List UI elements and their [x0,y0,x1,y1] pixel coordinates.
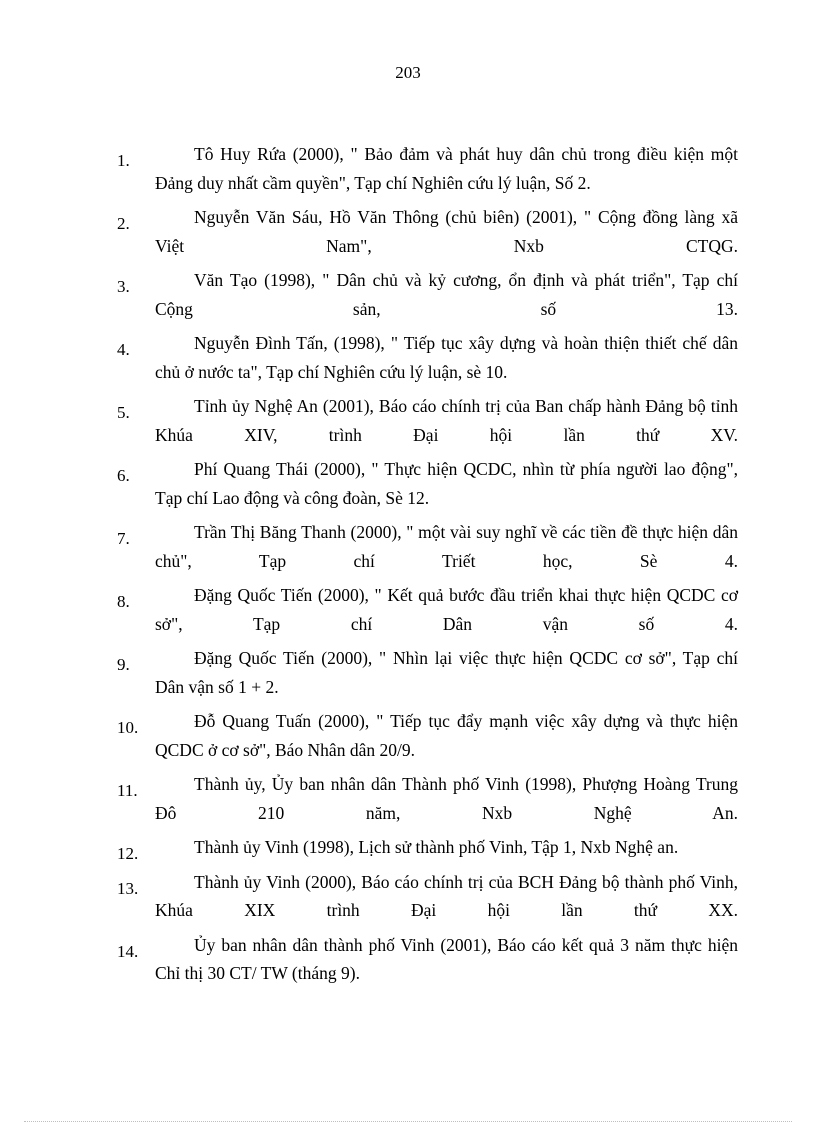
reference-item [117,833,738,862]
reference-number: 8. [117,592,130,611]
reference-text: Nguyễn Đình Tấn, (1998), " Tiếp tục xây dựng và hoàn thiện thiết chế dân chủ ở nước ta", Tạp chí Nghiên cứu lý luận, sè 10. [155,333,738,382]
reference-text: Đặng Quốc Tiến (2000), " Nhìn lại việc thực hiện QCDC cơ sở", Tạp chí Dân vận số 1 + 2. [155,648,738,697]
reference-item [117,140,738,197]
reference-number: 7. [117,529,130,548]
reference-number: 2. [117,214,130,233]
reference-number: 6. [117,466,130,485]
bottom-divider [24,1121,792,1122]
reference-text: Nguyễn Văn Sáu, Hồ Văn Thông (chủ biên) (2001), " Cộng đồng làng xã Việt Nam", Nxb CTQG. [155,207,738,256]
reference-item [117,266,738,323]
reference-text: Phí Quang Thái (2000), " Thực hiện QCDC, nhìn từ phía người lao động", Tạp chí Lao động và công đoàn, Sè 12. [155,459,738,508]
reference-item [117,329,738,386]
reference-text: Đặng Quốc Tiến (2000), " Kết quả bước đầu triển khai thực hiện QCDC cơ sở", Tạp chí Dân vận số 4. [155,585,738,634]
reference-item [117,392,738,449]
reference-item [117,644,738,701]
reference-item [117,707,738,764]
reference-list [117,140,738,994]
reference-number: 9. [117,655,130,674]
reference-number: 3. [117,277,130,296]
reference-text: Đỗ Quang Tuấn (2000), " Tiếp tục đẩy mạnh việc xây dựng và thực hiện QCDC ở cơ sở", Báo Nhân dân 20/9. [155,711,738,760]
reference-number: 11. [117,781,138,800]
reference-number: 4. [117,340,130,359]
reference-item [117,770,738,827]
reference-item [117,203,738,260]
reference-text: Thành ủy Vinh (2000), Báo cáo chính trị của BCH Đảng bộ thành phố Vinh, Khúa XIX trình Đại hội lần thứ XX. [155,871,738,920]
reference-text: Tô Huy Rứa (2000), " Bảo đảm và phát huy dân chủ trong điều kiện một Đảng duy nhất cầm quyền", Tạp chí Nghiên cứu lý luận, Số 2. [155,144,738,193]
reference-number: 5. [117,403,130,422]
reference-item [117,455,738,512]
reference-item [117,581,738,638]
reference-text: Ủy ban nhân dân thành phố Vinh (2001), Báo cáo kết quả 3 năm thực hiện Chỉ thị 30 CT/ TW (tháng 9). [155,934,738,983]
reference-number: 1. [117,151,130,170]
reference-item [117,518,738,575]
reference-number: 14. [117,941,139,961]
reference-text: Tỉnh ủy Nghệ An (2001), Báo cáo chính trị của Ban chấp hành Đảng bộ tỉnh Khúa XIV, trình Đại hội lần thứ XV. [155,396,738,445]
reference-text: Thành ủy, Ủy ban nhân dân Thành phố Vinh (1998), Phượng Hoàng Trung Đô 210 năm, Nxb Nghệ An. [155,774,738,823]
page-number: 203 [395,63,421,82]
reference-text: Văn Tạo (1998), " Dân chủ và kỷ cương, ổn định và phát triển", Tạp chí Cộng sản, số 13. [155,270,738,319]
reference-number: 12. [117,844,139,863]
reference-number: 13. [117,878,139,898]
reference-text: Thành ủy Vinh (1998), Lịch sử thành phố Vinh, Tập 1, Nxb Nghệ an. [194,837,679,857]
reference-item [117,868,738,925]
reference-item [117,931,738,988]
reference-number: 10. [117,718,139,737]
reference-text: Trần Thị Băng Thanh (2000), " một vài suy nghĩ về các tiền đề thực hiện dân chủ", Tạp chí Triết học, Sè 4. [155,522,738,571]
